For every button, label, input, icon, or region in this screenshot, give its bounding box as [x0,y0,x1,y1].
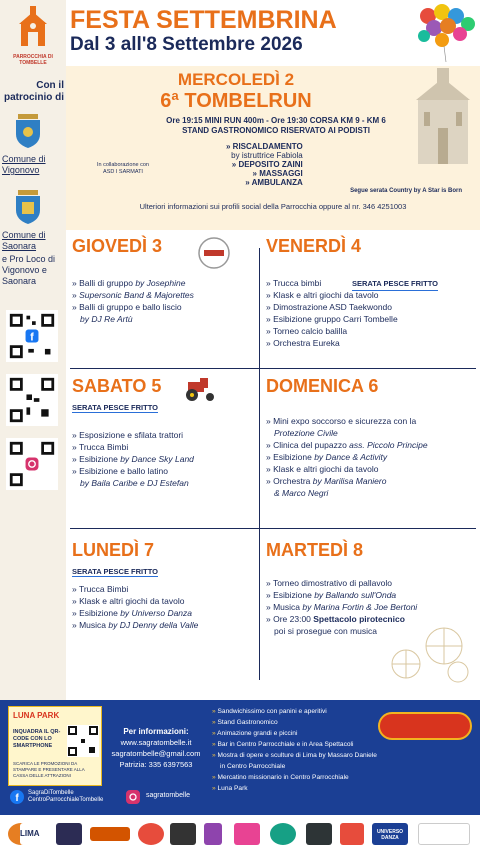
service-item: » AMBULANZA [245,178,303,187]
service-item: » RISCALDAMENTO [226,142,303,151]
list-item: » Esibizione by Ballando sull'Onda [266,589,476,601]
church-icon [13,6,53,48]
list-item: » Mini expo soccorso e sicurezza con la [266,415,476,427]
list-item: » Orchestra Eureka [266,337,476,349]
tombelrun-title: 6ª TOMBELRUN [160,90,312,112]
list-item: » Mostra di opere e sculture di Lima by Massaro Daniele [212,750,472,761]
list-item-sub: by Baila Caribe e DJ Estefan [80,478,189,488]
wednesday-banner [66,66,480,230]
fried-fish-badge: SERATA PESCE FRITTO [352,278,438,291]
facebook-icon [10,790,24,804]
list-item: » Klask e altri giochi da tavolo [266,289,476,301]
fried-fish-badge: SERATA PESCE FRITTO [72,403,158,412]
sponsor-logo [170,823,196,845]
list-item: » Clinica del pupazzo ass. Piccolo Principe [266,439,476,451]
day-title: VENERDÌ 4 [266,236,362,256]
list-item: » Esibizione gruppo Carri Tombelle [266,313,476,325]
patron-title: Con il patrocinio di [4,80,64,103]
run-schedule: Ore 19:15 MINI RUN 400m - Ore 19:30 CORSA KM 9 - KM 6 [166,116,386,125]
day-saturday [72,376,254,489]
day-items [72,429,254,489]
footer [0,700,480,815]
sponsor-logo [138,823,164,845]
info-line: Ulteriori informazioni sui profili social della Parrocchia oppure al nr. 346 4251003 [139,202,407,211]
sidebar [0,0,66,700]
instagram-handle: sagratombelle [146,792,190,799]
municipality-saonara[interactable]: Comune di Saonara [2,230,46,251]
facebook-block[interactable] [10,790,103,804]
proloco-text: e Pro Loco di Vigonovo e Saonara [2,254,56,286]
list-item: » Klask e altri giochi da tavolo [266,463,476,475]
list-item: » Animazione grandi e piccini [212,728,472,739]
day-title: GIOVEDÌ 3 [72,236,163,256]
festival-title: FESTA SETTEMBRINA [70,6,337,34]
fried-fish-badge: SERATA PESCE FRITTO [72,567,158,576]
program-grid [66,230,480,700]
list-item: » Torneo calcio balilla [266,325,476,337]
sponsor-logo [340,823,364,845]
day-thursday [72,236,254,325]
list-item: » Esibizione e ballo latino [72,465,254,477]
svg-text:f: f [30,331,34,344]
list-item: » Balli di gruppo by Josephine [72,277,254,289]
list-item: » Klask e altri giochi da tavolo [72,595,254,607]
grid-divider [259,248,260,680]
list-item: » Ore 23:00 Spettacolo pirotecnico [266,613,476,625]
day-items [72,277,254,325]
vigonovo-coat-icon [14,114,42,148]
sponsor-logo [270,823,296,845]
facebook-page-2: CentroParrocchialeTombelle [28,797,104,803]
sponsor-logo [418,823,470,845]
sponsor-lima: LIMA [20,823,50,845]
day-title: MARTEDÌ 8 [266,540,364,560]
tractor-icon [182,376,218,402]
asd-sarmati: ASD I SARMATI [103,169,143,175]
supersonic-band-logo [196,236,232,270]
svg-text:f: f [15,793,19,804]
country-night: Segue serata Country by A Star is Born [350,188,462,194]
sponsor-logo [234,823,260,845]
sponsor-bar [0,815,480,853]
info-title: Per informazioni: [123,727,189,736]
day-sunday [266,376,476,499]
header [66,0,480,66]
list-item: » Luna Park [212,783,472,794]
qr-code-site[interactable] [6,374,58,426]
day-title: LUNEDÌ 7 [72,540,155,560]
list-item: » Musica by DJ Denny della Valle [72,619,254,631]
day-monday [72,540,254,631]
list-item: » Sandwichissimo con panini e aperitivi [212,706,472,717]
luna-park-promo[interactable] [8,706,102,786]
day-items [266,415,476,499]
instagram-icon [126,790,140,804]
qr-code-luna-park[interactable] [67,725,99,757]
service-item: by istruttrice Fabiola [231,151,303,160]
instagram-block[interactable] [126,792,190,799]
list-item-sub: poi si prosegue con musica [274,626,378,636]
list-item: » Esposizione e sfilata trattori [72,429,254,441]
service-item: » DEPOSITO ZAINI [231,160,303,169]
qr-code-facebook[interactable] [6,310,58,362]
run-services-list [226,142,303,187]
day-friday [266,236,476,349]
sponsor-logo [56,823,82,845]
day-tuesday [266,540,476,637]
festival-dates: Dal 3 all'8 Settembre 2026 [70,34,303,55]
parish-block [4,6,62,66]
fireworks-icon [376,622,476,692]
saonara-coat-icon [14,190,42,224]
list-item: » Dimostrazione ASD Taekwondo [266,301,476,313]
email-link[interactable]: sagratombelle@gmail.com [111,749,201,758]
list-item-sub: Protezione Civile [274,428,338,438]
qr-code-instagram[interactable] [6,438,58,490]
day-items [266,277,476,349]
sponsor-logo [306,823,332,845]
asd-block [78,162,168,176]
list-item: » Esibizione by Universo Danza [72,607,254,619]
sponsor-logo [90,827,130,841]
wednesday-day: MERCOLEDÌ 2 [177,70,295,89]
grid-divider [70,528,476,529]
list-item: » Trucca bimbi [266,277,476,289]
list-item: » Esibizione by Dance Sky Land [72,453,254,465]
list-item: » Mercatino missionario in Centro Parrocchiale [212,772,472,783]
list-item: » Trucca Bimbi [72,583,254,595]
list-item: » Orchestra by Marilisa Maniero [266,475,476,487]
day-title: SABATO 5 [72,376,162,396]
luna-park-text: INQUADRA IL QR-CODE CON LO SMARTPHONE [13,729,61,749]
sponsor-universo-danza: UNIVERSO DANZA [372,823,408,845]
grid-divider [70,368,476,369]
runners-stand: STAND GASTRONOMICO RISERVATO AI PODISTI [182,126,370,135]
list-item: » Stand Gastronomico [212,717,472,728]
sponsor-logo [204,823,222,845]
list-item: in Centro Parrocchiale [220,763,286,770]
luna-park-note: SCARICA LE PROMOZIONI DA STAMPARE E PRESENTARE ALLA CASSA DELLE ATTRAZIONI [13,761,85,778]
list-item: » Trucca Bimbi [72,441,254,453]
list-item-sub: & Marco Negri [274,488,329,498]
list-item: » Balli di gruppo e ballo liscio [72,301,254,313]
balloons-icon [414,2,478,64]
facebook-page-1: SagraDiTombelle [28,790,74,796]
luna-park-logo [378,712,472,740]
parish-name: PARROCCHIA DI TOMBELLE [13,54,53,66]
list-item-sub: by DJ Re Artù [80,314,133,324]
list-item: » Esibizione by Dance & Activity [266,451,476,463]
contact-block [108,726,204,770]
collab-label: In collaborazione con [97,162,149,168]
list-item: » Torneo dimostrativo di pallavolo [266,577,476,589]
list-item: » Bar in Centro Parrocchiale e in Area Spettacoli [212,739,472,750]
luna-park-title: LUNA PARK [13,711,60,720]
list-item: » Supersonic Band & Majorettes [72,289,254,301]
website-link[interactable]: www.sagratombelle.it [120,738,192,747]
list-item: » Musica by Marina Fortin & Joe Bertoni [266,601,476,613]
municipality-vigonovo[interactable]: Comune di Vigonovo [2,154,46,175]
day-title: DOMENICA 6 [266,376,379,396]
day-items [72,583,254,631]
phone-number: Patrizia: 335 6397563 [119,760,193,769]
service-item: » MASSAGGI [252,169,303,178]
